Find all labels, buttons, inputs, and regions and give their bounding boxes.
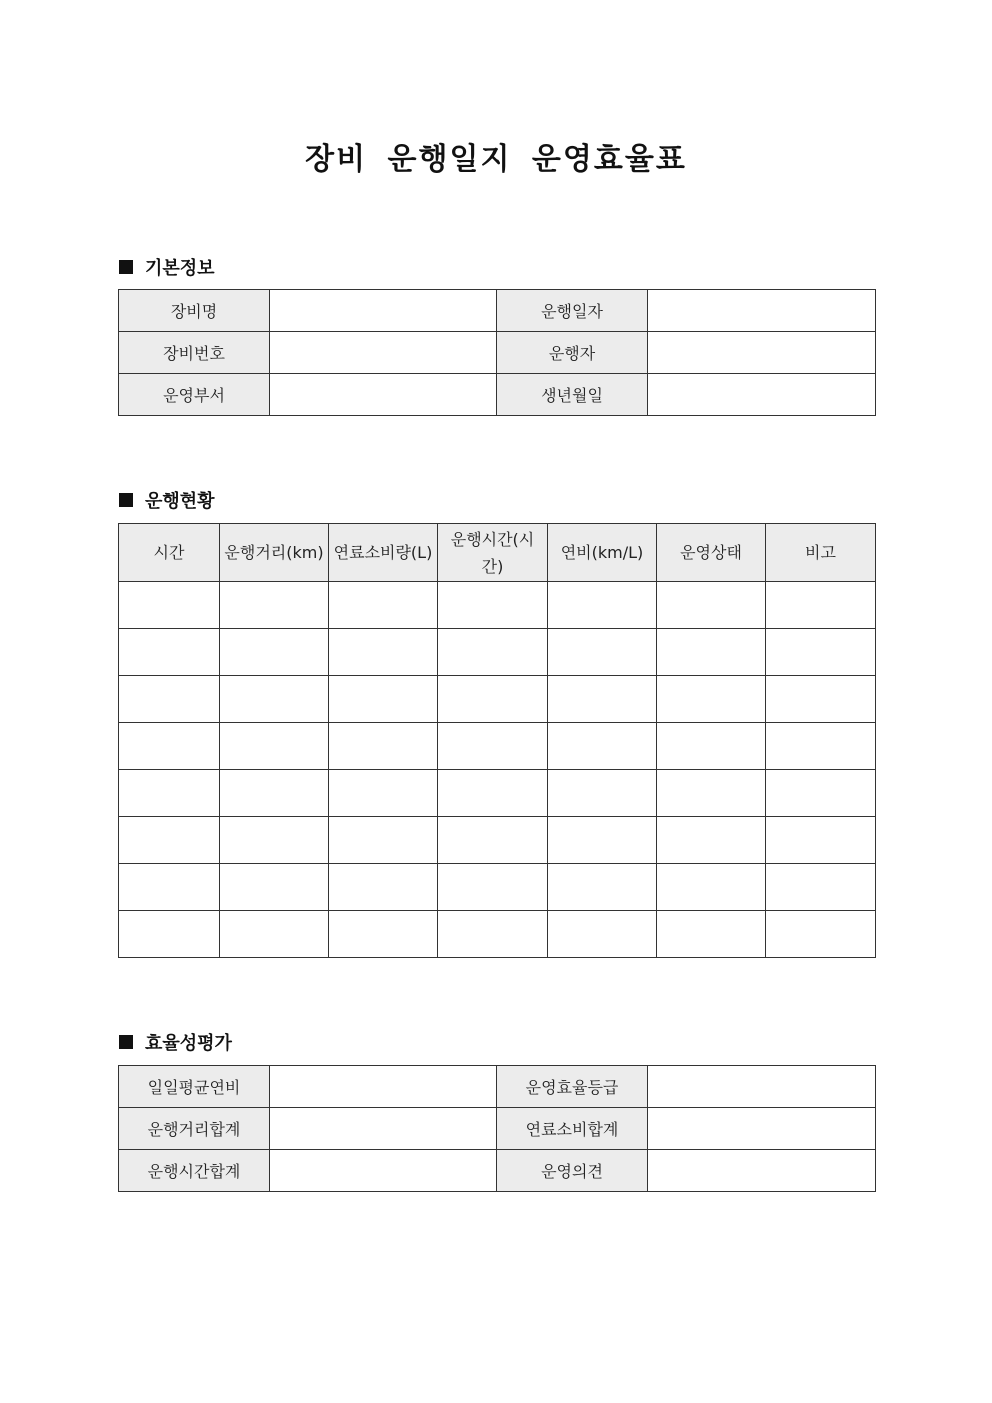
- table-cell[interactable]: [220, 911, 329, 958]
- column-header-time: 시간: [119, 524, 220, 582]
- table-cell[interactable]: [220, 723, 329, 770]
- table-row: [119, 1066, 876, 1108]
- field-label: 운영의견: [497, 1150, 648, 1192]
- table-row: [119, 676, 876, 723]
- section-heading-label: 기본정보: [145, 258, 215, 279]
- square-bullet-icon: [119, 493, 133, 507]
- column-header-remarks: 비고: [766, 524, 876, 582]
- basic-info-table: [118, 289, 876, 416]
- field-value-input[interactable]: [648, 1150, 876, 1192]
- table-cell[interactable]: [119, 582, 220, 629]
- table-cell[interactable]: [438, 817, 548, 864]
- column-header-status: 운영상태: [657, 524, 766, 582]
- field-label: 운행일자: [497, 290, 648, 332]
- efficiency-eval-table: [118, 1065, 876, 1192]
- table-cell[interactable]: [766, 770, 876, 817]
- table-cell[interactable]: [548, 629, 657, 676]
- table-cell[interactable]: [438, 911, 548, 958]
- table-cell[interactable]: [220, 817, 329, 864]
- table-cell[interactable]: [438, 723, 548, 770]
- table-cell[interactable]: [329, 911, 438, 958]
- table-row: [119, 1108, 876, 1150]
- section-heading-label: 효율성평가: [145, 1033, 232, 1054]
- section-heading-basic-info: [119, 254, 215, 280]
- table-cell[interactable]: [329, 864, 438, 911]
- table-cell[interactable]: [438, 629, 548, 676]
- square-bullet-icon: [119, 260, 133, 274]
- field-value-input[interactable]: [648, 290, 876, 332]
- table-cell[interactable]: [548, 864, 657, 911]
- column-header-efficiency: 연비(km/L): [548, 524, 657, 582]
- table-row: [119, 864, 876, 911]
- field-label: 장비번호: [119, 332, 270, 374]
- section-heading-operation-status: [119, 487, 215, 513]
- column-header-distance: 운행거리(km): [220, 524, 329, 582]
- table-cell[interactable]: [329, 770, 438, 817]
- table-cell[interactable]: [657, 676, 766, 723]
- operation-status-table: [118, 523, 876, 958]
- table-cell[interactable]: [119, 911, 220, 958]
- table-row: [119, 374, 876, 416]
- section-heading-efficiency-eval: [119, 1029, 232, 1055]
- section-heading-label: 운행현황: [145, 491, 215, 512]
- table-cell[interactable]: [119, 676, 220, 723]
- table-header-row: [119, 524, 876, 582]
- table-row: [119, 1150, 876, 1192]
- table-row: [119, 290, 876, 332]
- table-cell[interactable]: [657, 817, 766, 864]
- field-value-input[interactable]: [270, 290, 497, 332]
- field-label: 운영효율등급: [497, 1066, 648, 1108]
- table-cell[interactable]: [438, 676, 548, 723]
- table-cell[interactable]: [766, 582, 876, 629]
- table-cell[interactable]: [119, 723, 220, 770]
- table-cell[interactable]: [766, 864, 876, 911]
- field-value-input[interactable]: [648, 374, 876, 416]
- table-row: [119, 817, 876, 864]
- table-cell[interactable]: [548, 911, 657, 958]
- table-cell[interactable]: [548, 817, 657, 864]
- table-row: [119, 582, 876, 629]
- field-label: 생년월일: [497, 374, 648, 416]
- table-cell[interactable]: [657, 864, 766, 911]
- field-value-input[interactable]: [648, 332, 876, 374]
- table-cell[interactable]: [438, 864, 548, 911]
- table-cell[interactable]: [766, 676, 876, 723]
- table-row: [119, 770, 876, 817]
- field-label: 연료소비합계: [497, 1108, 648, 1150]
- table-cell[interactable]: [766, 911, 876, 958]
- field-label: 운영부서: [119, 374, 270, 416]
- table-cell[interactable]: [329, 582, 438, 629]
- table-cell[interactable]: [438, 582, 548, 629]
- table-row: [119, 723, 876, 770]
- field-label: 운행자: [497, 332, 648, 374]
- table-cell[interactable]: [119, 770, 220, 817]
- table-cell[interactable]: [548, 770, 657, 817]
- table-cell[interactable]: [119, 817, 220, 864]
- field-value-input[interactable]: [270, 1150, 497, 1192]
- field-value-input[interactable]: [270, 332, 497, 374]
- table-cell[interactable]: [329, 676, 438, 723]
- field-label: 장비명: [119, 290, 270, 332]
- table-cell[interactable]: [220, 864, 329, 911]
- table-row: [119, 332, 876, 374]
- table-cell[interactable]: [220, 582, 329, 629]
- table-cell[interactable]: [119, 629, 220, 676]
- field-value-input[interactable]: [648, 1066, 876, 1108]
- field-label: 운행시간합계: [119, 1150, 270, 1192]
- table-cell[interactable]: [657, 723, 766, 770]
- table-cell[interactable]: [657, 770, 766, 817]
- square-bullet-icon: [119, 1035, 133, 1049]
- table-cell[interactable]: [548, 582, 657, 629]
- table-cell[interactable]: [657, 629, 766, 676]
- table-cell[interactable]: [766, 817, 876, 864]
- table-cell[interactable]: [329, 817, 438, 864]
- field-value-input[interactable]: [270, 1066, 497, 1108]
- table-cell[interactable]: [438, 770, 548, 817]
- field-label: 운행거리합계: [119, 1108, 270, 1150]
- table-cell[interactable]: [220, 629, 329, 676]
- table-cell[interactable]: [766, 723, 876, 770]
- table-cell[interactable]: [657, 582, 766, 629]
- table-cell[interactable]: [548, 723, 657, 770]
- table-cell[interactable]: [548, 676, 657, 723]
- table-cell[interactable]: [329, 723, 438, 770]
- table-row: [119, 629, 876, 676]
- table-cell[interactable]: [220, 676, 329, 723]
- column-header-hours: 운행시간(시간): [438, 524, 548, 582]
- field-value-input[interactable]: [270, 374, 497, 416]
- column-header-fuel: 연료소비량(L): [329, 524, 438, 582]
- table-cell[interactable]: [657, 911, 766, 958]
- table-cell[interactable]: [119, 864, 220, 911]
- table-row: [119, 911, 876, 958]
- table-cell[interactable]: [329, 629, 438, 676]
- table-cell[interactable]: [220, 770, 329, 817]
- document-title: 장비 운행일지 운영효율표: [305, 142, 687, 177]
- field-value-input[interactable]: [270, 1108, 497, 1150]
- field-label: 일일평균연비: [119, 1066, 270, 1108]
- table-cell[interactable]: [766, 629, 876, 676]
- field-value-input[interactable]: [648, 1108, 876, 1150]
